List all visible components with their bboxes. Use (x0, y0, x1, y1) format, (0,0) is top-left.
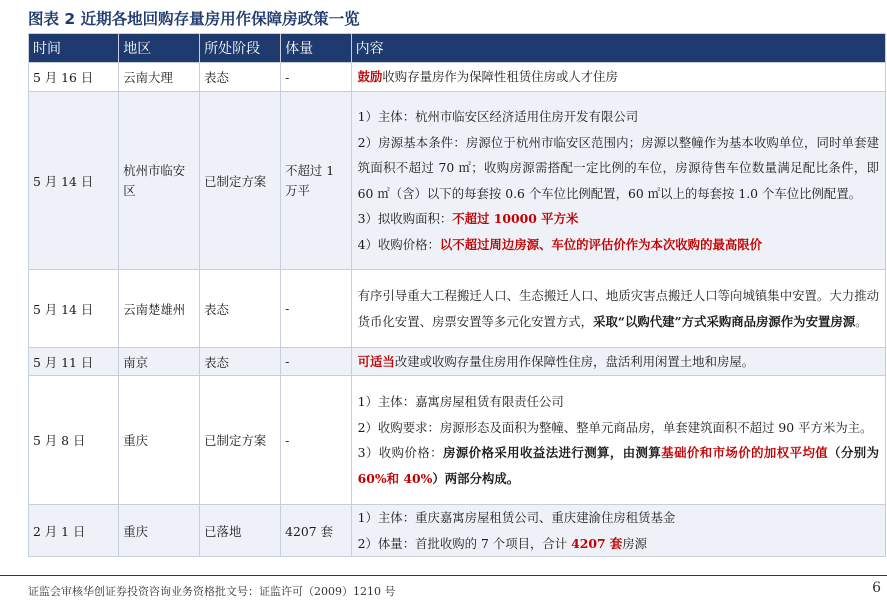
header-volume: 体量 (281, 34, 352, 63)
highlight-text: 基础价和市场价的加权平均值 (661, 445, 829, 460)
content-line (358, 531, 879, 557)
content-line (358, 440, 879, 491)
content-text: 。 (855, 313, 868, 329)
bold-text: ）两部分构成。 (432, 470, 520, 486)
content-label: 3）收购价格： (357, 445, 443, 460)
cell-content (351, 376, 885, 505)
highlight-text: 60%和 40% (357, 470, 433, 486)
header-content: 内容 (351, 34, 885, 63)
cell-volume: - (281, 63, 352, 92)
cell-region: 南京 (119, 348, 200, 376)
cell-content (351, 505, 885, 557)
cell-content (351, 63, 885, 92)
highlight-text: 以不超过周边房源、车位的评估价作为本次收购的最高限价 (439, 236, 763, 252)
content-text: 收购存量房作为保障性租赁住房或人才住房 (382, 69, 618, 85)
content-label: 4）收购价格： (357, 236, 440, 252)
footer-text: 证监会审核华创证券投资咨询业务资格批文号：证监许可（2009）1210 号 (28, 585, 396, 598)
content-label: 2）体量：首批收购的 7 个项目，合计 (357, 535, 572, 551)
content-line: 1）主体：重庆嘉寓房屋租赁公司、重庆建渝住房租赁基金 (357, 510, 676, 525)
bold-text: 房源价格采用收益法进行测算，由测算 (443, 445, 662, 460)
cell-region: 云南大理 (119, 63, 200, 92)
highlight-text: 鼓励 (357, 69, 383, 85)
figure-title: 图表 2 近期各地回购存量房用作保障房政策一览 (28, 10, 360, 28)
cell-region: 重庆 (119, 376, 200, 505)
cell-volume: 4207 套 (281, 505, 352, 557)
cell-stage: 表态 (200, 63, 281, 92)
cell-volume: - (281, 376, 352, 505)
bold-text: 采取“以购代建”方式采购商品房源作为安置房源 (593, 313, 856, 329)
content-text: 房源 (622, 535, 648, 551)
header-region: 地区 (119, 34, 200, 63)
content-line: 2）房源基本条件：房源位于杭州市临安区范围内；房源以整幢作为基本收购单位，同时单套建筑面积不超过 70 ㎡；收购房源需搭配一定比例的车位，房源待售车位数量满足配比条件，即 60 ㎡（含）以下的每套按 0.6 个车位比例配置，60 ㎡以上的每套按 1.0 个车位比例配置。 (357, 134, 879, 201)
highlight-text: 不超过 10000 平方米 (452, 211, 579, 226)
cell-stage: 已制定方案 (200, 92, 281, 270)
content-label: 3）拟收购面积： (357, 211, 453, 226)
highlight-text: 可适当 (357, 353, 395, 369)
content-line: 2）收购要求：房源形态及面积为整幢、整单元商品房，单套建筑面积不超过 90 平方米为主。 (357, 419, 873, 435)
content-line: 1）主体：杭州市临安区经济适用住房开发有限公司 (357, 109, 639, 124)
table-row (29, 63, 886, 92)
cell-content (351, 92, 885, 270)
cell-region: 云南楚雄州 (119, 270, 200, 348)
table-row (29, 348, 886, 376)
table-row (29, 505, 886, 557)
cell-volume: - (281, 270, 352, 348)
table-row (29, 270, 886, 348)
header-time: 时间 (29, 34, 119, 63)
content-line: 1）主体：嘉寓房屋租赁有限责任公司 (357, 394, 564, 409)
cell-time: 5 月 11 日 (29, 348, 119, 376)
table-header-row (29, 34, 886, 63)
cell-time: 5 月 14 日 (29, 270, 119, 348)
cell-stage: 已落地 (200, 505, 281, 557)
header-stage: 所处阶段 (200, 34, 281, 63)
cell-time: 2 月 1 日 (29, 505, 119, 557)
cell-time: 5 月 8 日 (29, 376, 119, 505)
content-text: 改建或收购存量住房用作保障性住房，盘活利用闲置土地和房屋。 (394, 353, 755, 369)
cell-time: 5 月 14 日 (29, 92, 119, 270)
cell-stage: 表态 (200, 270, 281, 348)
policy-table (28, 33, 886, 557)
cell-region: 重庆 (119, 505, 200, 557)
page-number: 6 (872, 580, 881, 596)
cell-region: 杭州市临安区 (119, 92, 200, 270)
highlight-text: 4207 套 (571, 535, 623, 551)
content-line (358, 206, 879, 232)
cell-volume: - (281, 348, 352, 376)
cell-volume: 不超过 1 万平 (281, 92, 352, 270)
cell-time: 5 月 16 日 (29, 63, 119, 92)
cell-stage: 表态 (200, 348, 281, 376)
content-line (358, 232, 879, 258)
table-row (29, 376, 886, 505)
cell-content (351, 348, 885, 376)
footer-divider (0, 575, 887, 576)
table-row (29, 92, 886, 270)
content-text: 有序引导重大工程搬迁人口、生态搬迁人口、地质灾害点搬迁人口等向城镇集中安置。大力推动货币化安置、房票安置等多元化安置方式， (357, 288, 879, 329)
cell-stage: 已制定方案 (200, 376, 281, 505)
cell-content (351, 270, 885, 348)
bold-text: （分别为 (828, 445, 880, 460)
